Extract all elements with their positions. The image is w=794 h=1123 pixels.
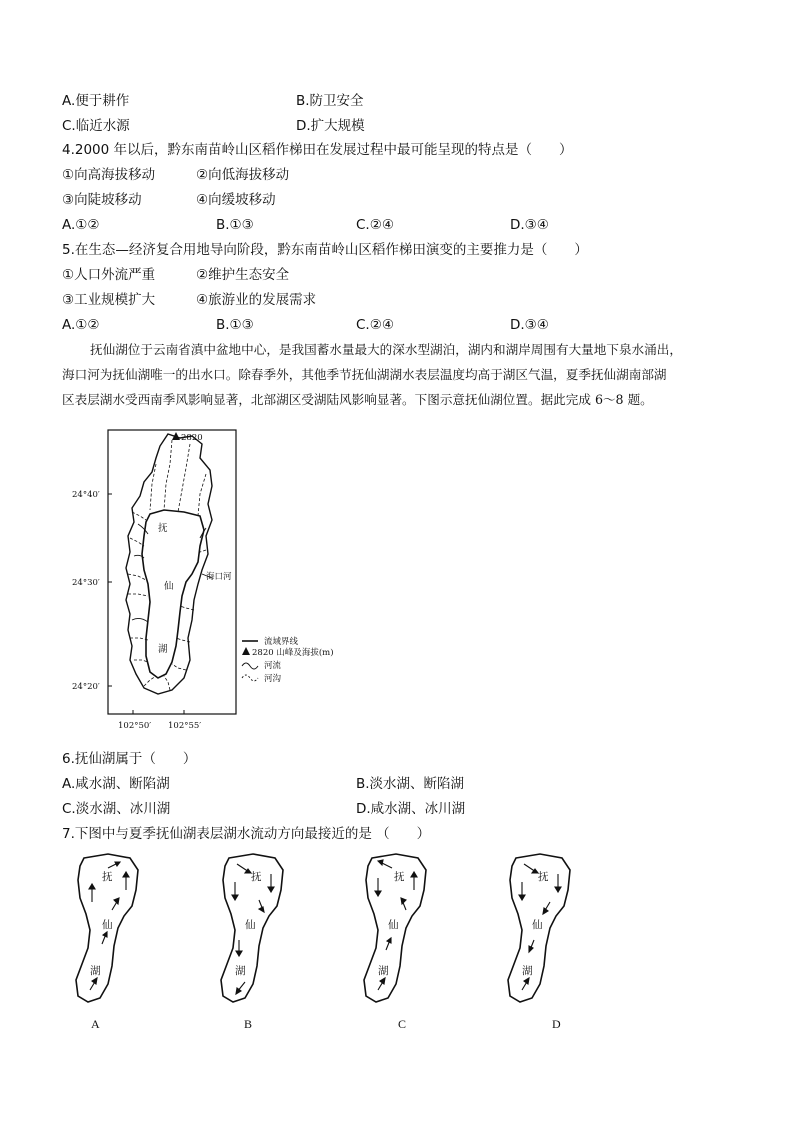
diagram-d-char-1: 抚	[538, 871, 549, 883]
lon-label-1: 102°50′	[118, 721, 152, 731]
lat-label-1: 24°40′	[72, 490, 100, 500]
q4-item-3: ③向陡坡移动	[62, 192, 142, 208]
q3-option-a: A.便于耕作	[62, 93, 130, 109]
q7-stem: 7.下图中与夏季抚仙湖表层湖水流动方向最接近的是 （ ）	[62, 826, 431, 842]
q5-item-4: ④旅游业的发展需求	[196, 292, 317, 308]
passage-line-3: 区表层湖水受西南季风影响显著，北部湖区受湖陆风影响显著。下图示意抚仙湖位置。据此完成 6～8 题。	[62, 392, 653, 407]
q3-option-b: B.防卫安全	[296, 93, 364, 109]
legend-peak-icon	[242, 647, 250, 655]
legend-peak: 2820 山峰及海拔(m)	[252, 648, 334, 658]
lake-diagram-d	[502, 850, 582, 1008]
q4-item-2: ②向低海拔移动	[196, 167, 290, 183]
q4-option-d: D.③④	[510, 217, 549, 233]
q6-option-a: A.咸水湖、断陷湖	[62, 776, 170, 792]
lake-diagram-a	[70, 850, 150, 1008]
diagram-a-char-2: 仙	[102, 919, 113, 931]
passage-line-2: 海口河为抚仙湖唯一的出水口。除春季外，其他季节抚仙湖湖水表层温度均高于湖区气温，夏季抚仙湖南部湖	[62, 367, 667, 382]
peak-label: 2820	[181, 433, 203, 443]
lake-diagram-c	[358, 850, 438, 1008]
diagram-d-char-3: 湖	[522, 965, 533, 977]
q3-option-d: D.扩大规模	[296, 118, 365, 134]
diagram-b-char-2: 仙	[245, 919, 256, 931]
map-legend	[242, 636, 334, 684]
q6-option-d: D.咸水湖、冰川湖	[356, 801, 466, 817]
q4-option-b: B.①③	[216, 217, 254, 233]
q5-item-3: ③工业规模扩大	[62, 292, 156, 308]
diagram-c-char-3: 湖	[378, 965, 389, 977]
diagram-a-char-1: 抚	[102, 871, 113, 883]
diagram-b-caption: B	[244, 1017, 253, 1031]
q5-option-d: D.③④	[510, 317, 549, 333]
q5-option-b: B.①③	[216, 317, 254, 333]
q5-option-a: A.①②	[62, 317, 100, 333]
diagram-b-char-3: 湖	[235, 965, 246, 977]
legend-river: 河流	[264, 661, 282, 671]
q5-item-1: ①人口外流严重	[62, 267, 156, 283]
q6-option-c: C.淡水湖、冰川湖	[62, 801, 171, 817]
lake-char-1: 抚	[158, 523, 168, 534]
q4-option-c: C.②④	[356, 217, 394, 233]
legend-gully: 河沟	[264, 674, 282, 684]
q6-option-b: B.淡水湖、断陷湖	[356, 776, 465, 792]
lake-char-3: 湖	[158, 644, 168, 655]
diagram-a-caption: A	[91, 1017, 100, 1031]
q3-option-c: C.临近水源	[62, 118, 130, 134]
q5-item-2: ②维护生态安全	[196, 267, 290, 283]
q5-stem: 5.在生态—经济复合用地导向阶段，黔东南苗岭山区稻作梯田演变的主要推力是（ ）	[62, 242, 588, 258]
diagram-d-caption: D	[552, 1017, 561, 1031]
diagram-c-caption: C	[398, 1017, 407, 1031]
fuxian-lake-map	[60, 424, 350, 738]
q4-item-4: ④向缓坡移动	[196, 192, 276, 208]
lake-diagram-b	[215, 850, 295, 1008]
lat-label-2: 24°30′	[72, 578, 100, 588]
diagram-a-char-3: 湖	[90, 965, 101, 977]
diagram-c-char-2: 仙	[388, 919, 399, 931]
lon-label-2: 102°55′	[168, 721, 202, 731]
q4-option-a: A.①②	[62, 217, 100, 233]
legend-boundary: 流域界线	[264, 637, 299, 647]
outlet-label: 海口河	[206, 572, 232, 582]
lat-label-3: 24°20′	[72, 682, 100, 692]
passage-line-1: 抚仙湖位于云南省滇中盆地中心，是我国蓄水量最大的深水型湖泊，湖内和湖岸周围有大量地下泉水涌出，	[90, 342, 682, 357]
q4-stem: 4.2000 年以后，黔东南苗岭山区稻作梯田在发展过程中最可能呈现的特点是（ ）	[62, 142, 573, 158]
q5-option-c: C.②④	[356, 317, 394, 333]
lake-outline	[142, 510, 204, 678]
diagram-c-char-1: 抚	[394, 871, 405, 883]
q4-item-1: ①向高海拔移动	[62, 167, 156, 183]
lake-char-2: 仙	[164, 581, 174, 592]
q6-stem: 6.抚仙湖属于（ ）	[62, 751, 197, 767]
diagram-b-char-1: 抚	[251, 871, 262, 883]
diagram-d-char-2: 仙	[532, 919, 543, 931]
